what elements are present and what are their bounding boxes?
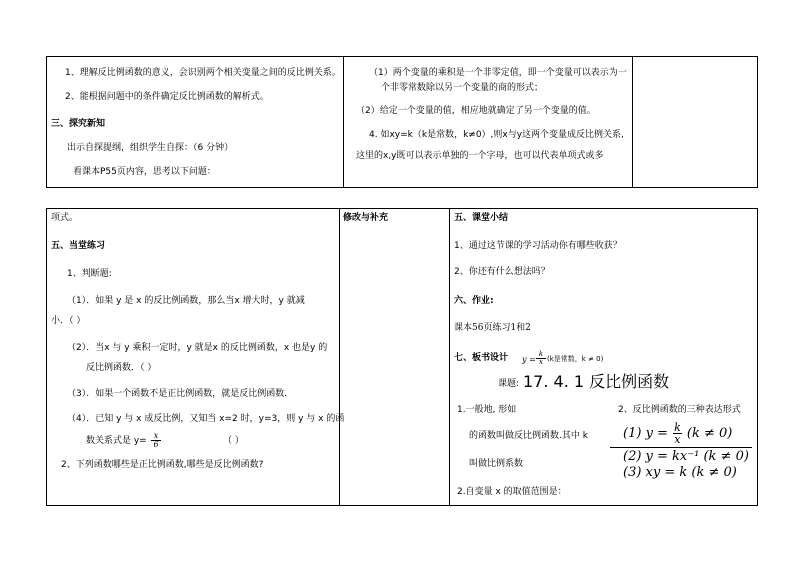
question-1-1b: 小．（ ） xyxy=(51,316,86,326)
form-1-label: (1) xyxy=(623,426,642,441)
formula-fraction-numerator: k xyxy=(536,351,546,359)
section-summary-title: 五、课堂小结 xyxy=(454,213,509,223)
explore-question: 看课本P55页内容，思考以下问题： xyxy=(73,167,216,177)
board-col1-line3: 叫做比例系数 xyxy=(469,459,524,469)
form-1-numerator: k xyxy=(674,421,681,434)
objective-1: 1、理解反比例函数的意义，会识别两个相关变量之间的反比例关系。 xyxy=(65,68,341,78)
formula-lhs: y = xyxy=(522,355,536,364)
section-explore-title: 三、探究新知 xyxy=(51,119,106,129)
note-1b: 个非零常数除以另一个变量的商的形式； xyxy=(381,83,544,93)
question-1-4b-blank: （ ） xyxy=(223,436,244,446)
question-1-4b-prefix: 数关系式是 y= xyxy=(86,436,147,446)
bottom-table xyxy=(46,208,758,506)
bottom-table-divider-2 xyxy=(449,209,450,505)
question-2: 2、下列函数哪些是正比例函数,哪些是反比例函数? xyxy=(61,460,264,470)
form-1-fraction xyxy=(673,422,682,445)
explore-instruction: 出示自探提纲，组织学生自探：（6 分钟） xyxy=(67,143,234,153)
bottom-table-divider-1 xyxy=(339,209,340,505)
answer-fraction xyxy=(151,432,161,449)
formula-fraction xyxy=(536,351,546,366)
board-col1-line2: 的函数叫做反比例函数.其中 k xyxy=(469,431,588,441)
answer-fraction-numerator: x xyxy=(151,432,161,441)
summary-1: 1、通过这节课的学习活动你有哪些收获？ xyxy=(454,241,622,251)
expression-form-3: (3) xy = k (k ≠ 0) xyxy=(623,465,737,480)
lesson-title: 17. 4. 1 反比例函数 xyxy=(523,372,670,391)
formula-fraction-denominator: x xyxy=(539,358,543,366)
question-1-2b: 反比例函数．（ ） xyxy=(86,363,157,373)
board-col1-line4: 2.自变量 x 的取值范围是： xyxy=(457,487,567,497)
board-col2-title: 2、反比例函数的三种表达形式 xyxy=(618,405,741,415)
revision-header: 修改与补充 xyxy=(343,213,389,223)
question-1-1a: （1）．如果 y 是 x 的反比例函数，那么当x 增大时，y 就减 xyxy=(67,296,305,306)
note-4a: 4. 如xy=k（k是常数，k≠0）,则x与y这两个变量成反比例关系, xyxy=(369,130,624,140)
continued-text: 项式。 xyxy=(51,213,79,223)
expression-form-2: (2) y = kx⁻¹ (k ≠ 0) xyxy=(623,449,749,464)
note-2: （2）给定一个变量的值，相应地就确定了另一个变量的值。 xyxy=(356,106,596,116)
summary-2: 2、你还有什么想法吗？ xyxy=(454,267,550,277)
board-col1-line1: 1.一般地, 形如 xyxy=(457,405,517,415)
question-1-3: （3）．如果一个函数不是正比例函数，就是反比例函数． xyxy=(67,389,294,399)
expression-form-1 xyxy=(623,422,732,445)
form-1-denominator: x xyxy=(674,433,681,446)
note-1a: （1）两个变量的乘积是一个非零定值，即一个变量可以表示为一 xyxy=(369,68,627,78)
objective-2: 2、能根据问题中的条件确定反比例函数的解析式。 xyxy=(65,92,269,102)
note-4b: 这里的x,y既可以表示单独的一个字母，也可以代表单项式或多 xyxy=(356,151,604,161)
answer-fraction-denominator: 6 xyxy=(153,440,159,449)
form-1-lhs: y = xyxy=(645,426,668,441)
section-practice-title: 五、当堂练习 xyxy=(51,241,106,251)
question-1-title: 1、判断题: xyxy=(67,269,112,279)
question-1-2a: （2）．当x 与 y 乘积一定时，y 就是x 的反比例函数，x 也是y 的 xyxy=(67,343,328,353)
lesson-prefix: 课题: xyxy=(498,379,520,389)
top-table xyxy=(46,56,758,188)
form-divider xyxy=(610,447,752,448)
homework-text: 课本56页练习1和2 xyxy=(454,323,531,333)
form-1-condition: (k ≠ 0) xyxy=(686,426,733,441)
homework-title: 六、作业: xyxy=(454,296,494,306)
formula-condition: (k是常数，k ≠ 0) xyxy=(547,355,604,363)
question-1-4a: （4）．已知 y 与 x 成反比例，又知当 x=2 时，y=3，则 y 与 x 的函 xyxy=(67,414,345,424)
board-design-title: 七、板书设计 xyxy=(454,353,509,363)
top-table-divider-1 xyxy=(343,57,344,187)
top-table-divider-2 xyxy=(632,57,633,187)
